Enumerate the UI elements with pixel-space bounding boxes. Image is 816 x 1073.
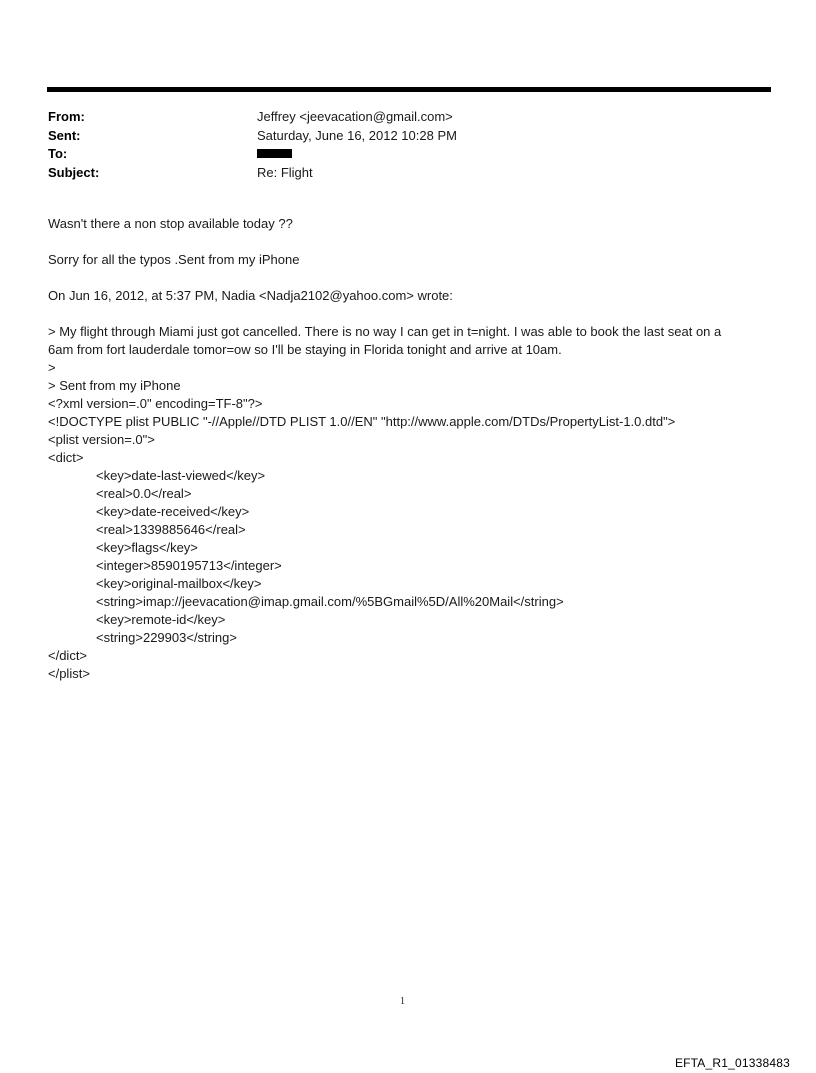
quoted-line: > My flight through Miami just got cancelled. There is no way I can get in t=night. I was able to book the last seat on a: [48, 324, 722, 339]
xml-entry: <integer>8590195713</integer>: [96, 558, 282, 573]
xml-entry: <real>1339885646</real>: [96, 522, 246, 537]
xml-entry: <key>date-last-viewed</key>: [96, 468, 266, 483]
xml-entry: <key>flags</key>: [96, 540, 198, 555]
xml-entry: <string>229903</string>: [96, 630, 237, 645]
subject-row: [48, 164, 748, 183]
sent-row: [48, 127, 748, 146]
document-id: EFTA_R1_01338483: [674, 1056, 790, 1070]
body-line-attribution: On Jun 16, 2012, at 5:37 PM, Nadia <Nadja2102@yahoo.com> wrote:: [48, 288, 453, 303]
quoted-line: >: [48, 360, 56, 375]
xml-entry: <string>imap://jeevacation@imap.gmail.com/%5BGmail%5D/All%20Mail</string>: [96, 594, 564, 609]
from-label: From:: [48, 109, 85, 124]
body-line-reply: Wasn't there a non stop available today ??: [48, 216, 293, 231]
header-divider: [47, 87, 771, 92]
subject-label: Subject:: [48, 164, 100, 180]
sent-label: Sent:: [48, 127, 81, 143]
xml-dict-close: </dict>: [48, 648, 88, 663]
xml-entry: <key>date-received</key>: [96, 504, 250, 519]
xml-dict-open: <dict>: [48, 450, 84, 465]
xml-entry: <key>remote-id</key>: [96, 612, 226, 627]
page-number: 1: [400, 996, 405, 1007]
to-value: [257, 145, 292, 164]
to-label: To:: [48, 146, 68, 161]
quoted-line: 6am from fort lauderdale tomor=ow so I'll be staying in Florida tonight and arrive at 10am.: [48, 342, 562, 357]
from-value: Jeffrey <jeevacation@gmail.com>: [257, 109, 453, 124]
redaction-box: [257, 149, 292, 158]
xml-plist-open: <plist version=.0">: [48, 432, 155, 447]
from-row: [48, 108, 748, 127]
sent-value: Saturday, June 16, 2012 10:28 PM: [257, 127, 457, 143]
to-row: [48, 145, 748, 164]
xml-entry: <real>0.0</real>: [96, 486, 192, 501]
xml-plist-close: </plist>: [48, 666, 90, 681]
xml-declaration: <?xml version=.0" encoding=TF-8"?>: [48, 396, 263, 411]
xml-doctype: <!DOCTYPE plist PUBLIC "-//Apple//DTD PLIST 1.0//EN" "http://www.apple.com/DTDs/PropertyList-1.0.dtd">: [48, 414, 676, 429]
xml-entry: <key>original-mailbox</key>: [96, 576, 262, 591]
quoted-line: > Sent from my iPhone: [48, 378, 181, 393]
email-body: [48, 215, 768, 683]
email-header: [48, 108, 748, 182]
body-line-signature: Sorry for all the typos .Sent from my iPhone: [48, 252, 300, 267]
subject-value: Re: Flight: [257, 164, 313, 180]
